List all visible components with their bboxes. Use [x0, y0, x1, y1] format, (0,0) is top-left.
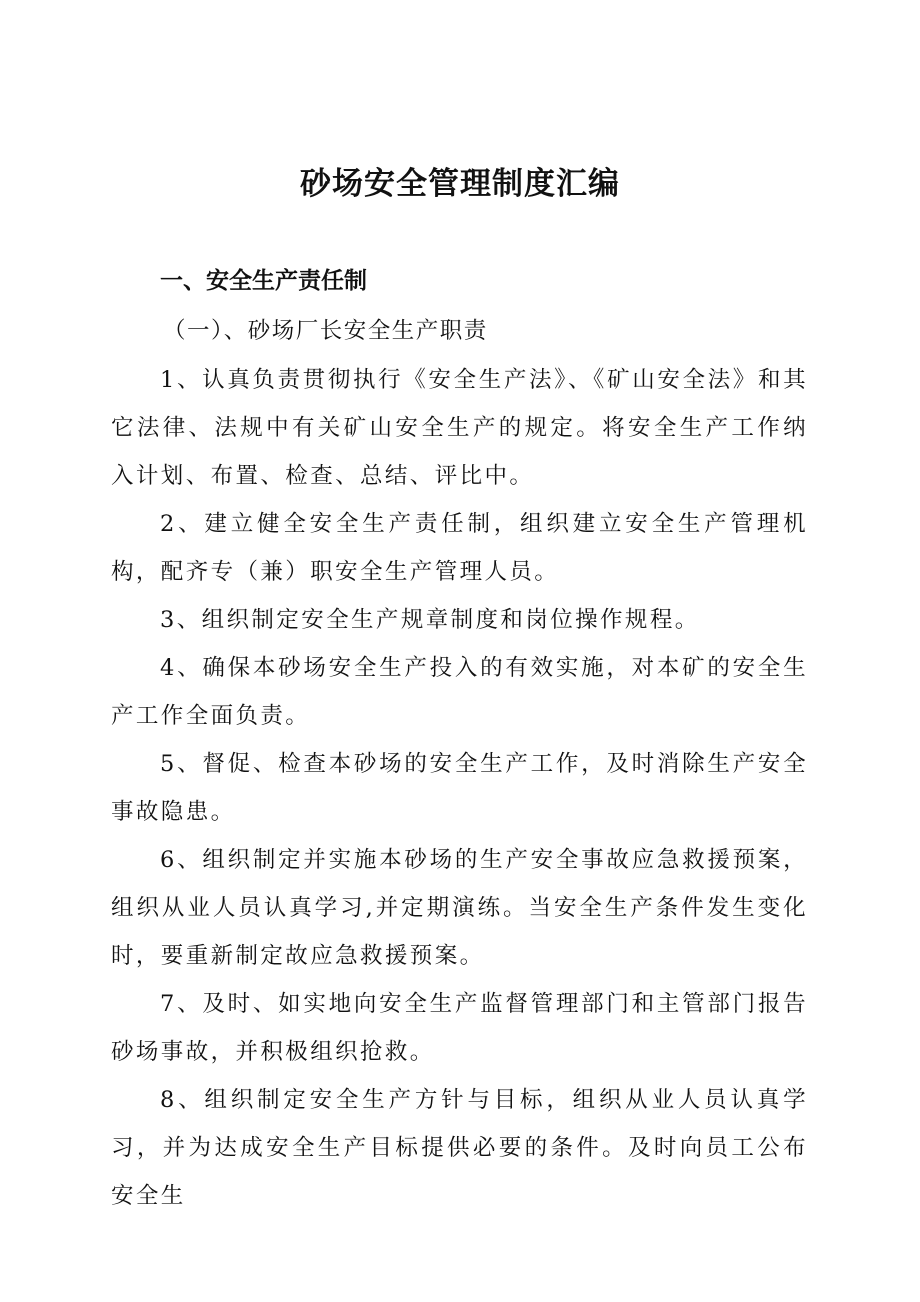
paragraph-1: 1、认真负责贯彻执行《安全生产法》、《矿山安全法》和其它法律、法规中有关矿山安全生产的规定。将安全生产工作纳入计划、布置、检查、总结、评比中。 [111, 367, 808, 489]
paragraph-6: 6、组织制定并实施本砂场的生产安全事故应急救援预案，组织从业人员认真学习,并定期演练。当安全生产条件发生变化时，要重新制定故应急救援预案。 [111, 847, 808, 969]
paragraph-5: 5、督促、检查本砂场的安全生产工作，及时消除生产安全事故隐患。 [111, 751, 808, 825]
document-title: 砂场安全管理制度汇编 [300, 166, 620, 202]
paragraph-7: 7、及时、如实地向安全生产监督管理部门和主管部门报告砂场事故，并积极组织抢救。 [111, 991, 808, 1065]
subsection-heading: （一）、砂场厂长安全生产职责 [163, 318, 488, 344]
paragraph-8: 8、组织制定安全生产方针与目标，组织从业人员认真学习，并为达成安全生产目标提供必要的条件。及时向员工公布安全生 [111, 1087, 808, 1209]
paragraph-3: 3、组织制定安全生产规章制度和岗位操作规程。 [160, 607, 700, 633]
section-heading: 一、安全生产责任制 [160, 268, 367, 294]
document-body [111, 356, 808, 1220]
paragraph-2: 2、建立健全安全生产责任制，组织建立安全生产管理机构，配齐专（兼）职安全生产管理人员。 [111, 511, 808, 585]
paragraph-4: 4、确保本砂场安全生产投入的有效实施，对本矿的安全生产工作全面负责。 [111, 655, 808, 729]
